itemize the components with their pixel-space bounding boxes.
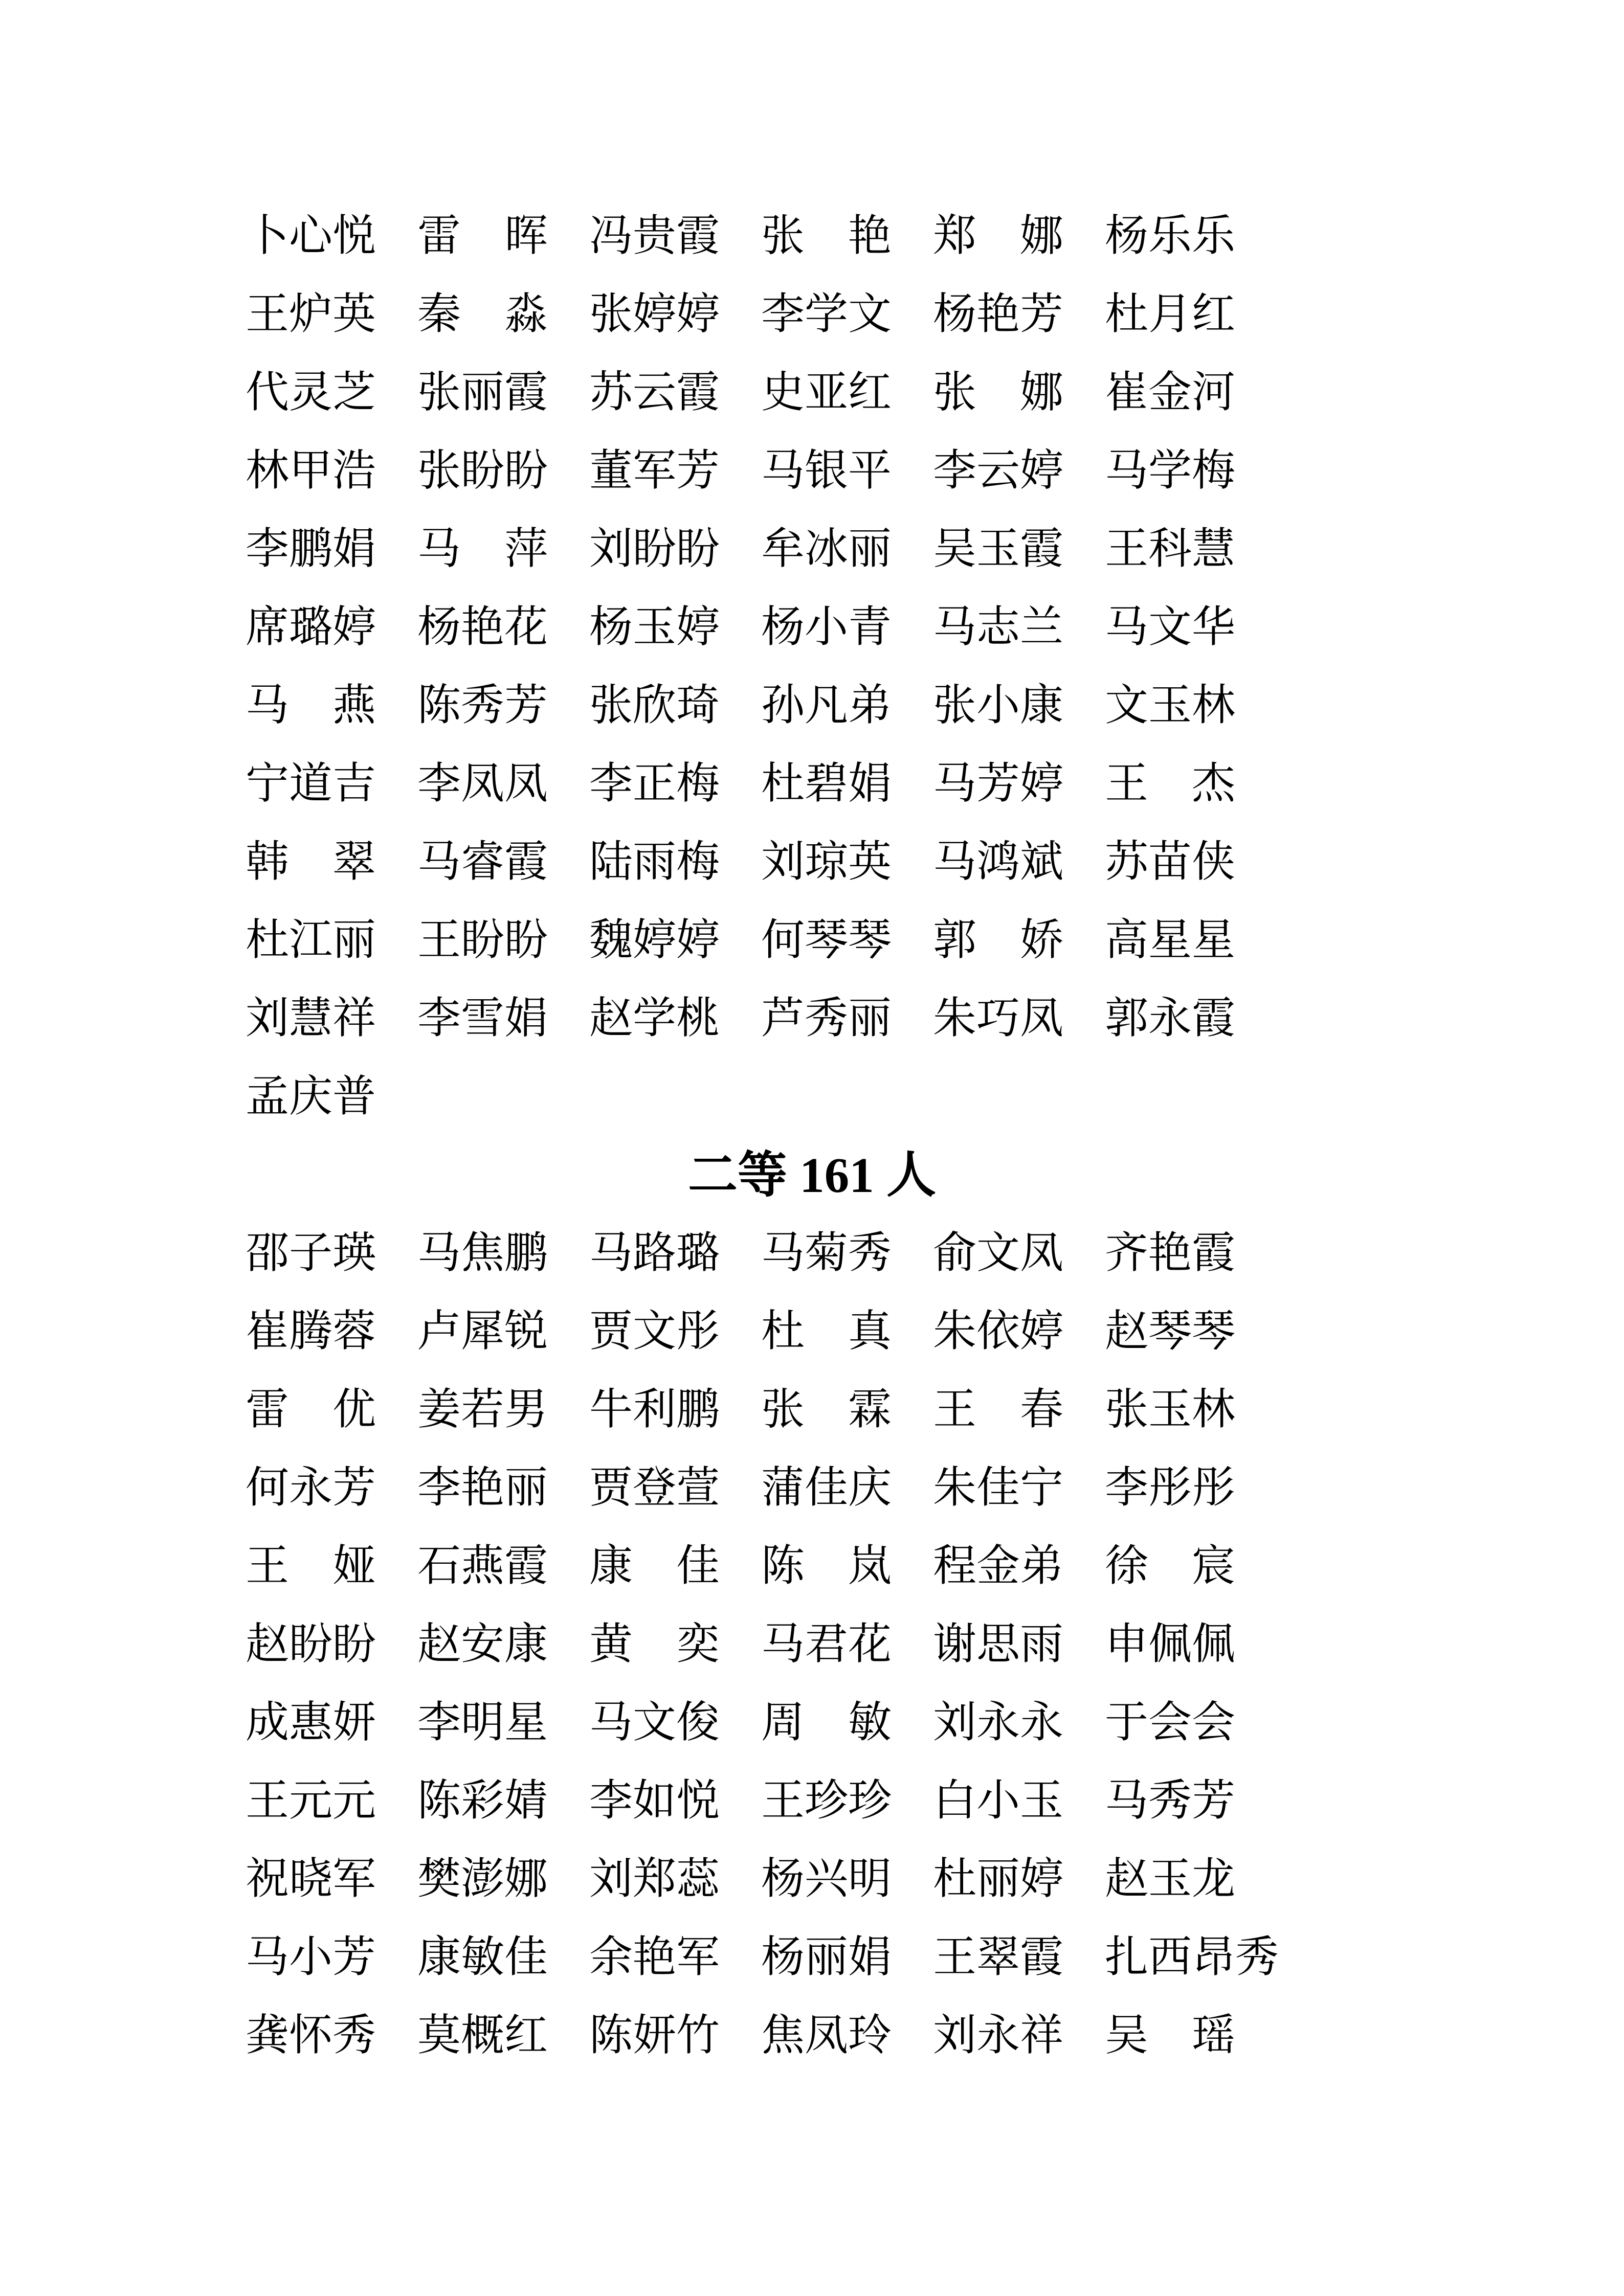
name-cell: 成惠妍 xyxy=(246,1699,376,1747)
name-cell: 白小玉 xyxy=(933,1777,1064,1825)
name-cell: 余艳军 xyxy=(589,1933,720,1982)
name-cell: 杜碧娟 xyxy=(761,760,892,808)
name-row xyxy=(0,823,1624,902)
name-cell: 陆雨梅 xyxy=(589,838,720,886)
name-cell: 苏苗侠 xyxy=(1105,838,1236,886)
name-row xyxy=(0,1058,1624,1136)
name-cell: 马秀芳 xyxy=(1105,1777,1236,1825)
name-cell: 何永芳 xyxy=(246,1464,376,1512)
name-cell: 马 燕 xyxy=(246,682,376,730)
name-cell: 卜心悦 xyxy=(246,212,376,260)
name-cell: 李艳丽 xyxy=(417,1464,548,1512)
name-row xyxy=(0,1449,1624,1527)
name-cell: 赵玉龙 xyxy=(1105,1855,1236,1903)
name-cell: 康 佳 xyxy=(589,1542,720,1590)
name-cell: 韩 翠 xyxy=(246,838,376,886)
name-cell: 龚怀秀 xyxy=(246,2012,376,2060)
name-cell: 朱佳宁 xyxy=(933,1464,1064,1512)
name-cell: 杜江丽 xyxy=(246,916,376,964)
name-cell: 魏婷婷 xyxy=(589,916,720,964)
name-cell: 杨玉婷 xyxy=(589,603,720,651)
name-cell: 马学梅 xyxy=(1105,447,1236,495)
name-cell: 王科慧 xyxy=(1105,525,1236,573)
name-cell: 李凤凤 xyxy=(417,760,548,808)
name-cell: 王 杰 xyxy=(1105,760,1236,808)
name-row xyxy=(0,589,1624,667)
name-cell: 高星星 xyxy=(1105,916,1236,964)
name-cell: 李如悦 xyxy=(589,1777,720,1825)
name-row xyxy=(0,1606,1624,1684)
name-cell: 杨乐乐 xyxy=(1105,212,1236,260)
name-cell: 马菊秀 xyxy=(761,1229,892,1277)
name-cell: 张婷婷 xyxy=(589,290,720,339)
name-cell: 马焦鹏 xyxy=(417,1229,548,1277)
name-row xyxy=(0,276,1624,354)
name-cell: 李正梅 xyxy=(589,760,720,808)
name-cell: 王盼盼 xyxy=(417,916,548,964)
name-row xyxy=(0,1371,1624,1449)
name-cell: 张欣琦 xyxy=(589,682,720,730)
name-cell: 刘永祥 xyxy=(933,2012,1064,2060)
name-cell: 孙凡弟 xyxy=(761,682,892,730)
name-cell: 牟冰丽 xyxy=(761,525,892,573)
name-cell: 林甲浩 xyxy=(246,447,376,495)
name-cell: 王珍珍 xyxy=(761,1777,892,1825)
name-cell: 陈彩婧 xyxy=(417,1777,548,1825)
name-cell: 扎西昂秀 xyxy=(1105,1933,1279,1982)
name-cell: 徐 宸 xyxy=(1105,1542,1236,1590)
name-cell: 刘琼英 xyxy=(761,838,892,886)
name-cell: 吴玉霞 xyxy=(933,525,1064,573)
name-cell: 杨丽娟 xyxy=(761,1933,892,1982)
name-cell: 刘盼盼 xyxy=(589,525,720,573)
name-cell: 王元元 xyxy=(246,1777,376,1825)
name-cell: 王 娅 xyxy=(246,1542,376,1590)
name-cell: 何琴琴 xyxy=(761,916,892,964)
name-cell: 郑 娜 xyxy=(933,212,1064,260)
name-cell: 朱巧凤 xyxy=(933,995,1064,1043)
name-row xyxy=(0,745,1624,823)
name-cell: 张 艳 xyxy=(761,212,892,260)
grade-two-name-list xyxy=(0,1214,1624,2075)
name-cell: 雷 晖 xyxy=(417,212,548,260)
name-cell: 张小康 xyxy=(933,682,1064,730)
name-cell: 代灵芝 xyxy=(246,369,376,417)
name-cell: 杨小青 xyxy=(761,603,892,651)
name-cell: 马睿霞 xyxy=(417,838,548,886)
name-cell: 杜 真 xyxy=(761,1308,892,1356)
name-cell: 芦秀丽 xyxy=(761,995,892,1043)
name-cell: 董军芳 xyxy=(589,447,720,495)
name-cell: 赵琴琴 xyxy=(1105,1308,1236,1356)
name-cell: 张丽霞 xyxy=(417,369,548,417)
name-row xyxy=(0,667,1624,745)
name-row xyxy=(0,432,1624,510)
name-cell: 姜若男 xyxy=(417,1386,548,1434)
name-row xyxy=(0,1293,1624,1371)
name-cell: 刘郑蕊 xyxy=(589,1855,720,1903)
name-cell: 李明星 xyxy=(417,1699,548,1747)
name-cell: 杨艳花 xyxy=(417,603,548,651)
name-cell: 周 敏 xyxy=(761,1699,892,1747)
name-cell: 莫概红 xyxy=(417,2012,548,2060)
name-cell: 崔腾蓉 xyxy=(246,1308,376,1356)
name-cell: 王炉英 xyxy=(246,290,376,339)
name-cell: 于会会 xyxy=(1105,1699,1236,1747)
name-cell: 陈秀芳 xyxy=(417,682,548,730)
name-cell: 蒲佳庆 xyxy=(761,1464,892,1512)
name-cell: 赵盼盼 xyxy=(246,1620,376,1669)
name-row xyxy=(0,1840,1624,1919)
name-cell: 俞文凤 xyxy=(933,1229,1064,1277)
name-cell: 康敏佳 xyxy=(417,1933,548,1982)
name-cell: 黄 奕 xyxy=(589,1620,720,1669)
grade-two-heading: 二等 161 人 xyxy=(688,1148,936,1203)
name-cell: 李彤彤 xyxy=(1105,1464,1236,1512)
name-cell: 史亚红 xyxy=(761,369,892,417)
name-cell: 赵安康 xyxy=(417,1620,548,1669)
name-cell: 陈妍竹 xyxy=(589,2012,720,2060)
name-cell: 祝晓军 xyxy=(246,1855,376,1903)
name-cell: 卢犀锐 xyxy=(417,1308,548,1356)
name-cell: 刘慧祥 xyxy=(246,995,376,1043)
name-cell: 雷 优 xyxy=(246,1386,376,1434)
name-cell: 杨艳芳 xyxy=(933,290,1064,339)
name-cell: 陈 岚 xyxy=(761,1542,892,1590)
name-cell: 邵子瑛 xyxy=(246,1229,376,1277)
name-cell: 马 萍 xyxy=(417,525,548,573)
name-cell: 李云婷 xyxy=(933,447,1064,495)
name-cell: 李学文 xyxy=(761,290,892,339)
name-cell: 席璐婷 xyxy=(246,603,376,651)
name-cell: 贾文彤 xyxy=(589,1308,720,1356)
name-cell: 马文华 xyxy=(1105,603,1236,651)
name-cell: 赵学桃 xyxy=(589,995,720,1043)
name-cell: 马文俊 xyxy=(589,1699,720,1747)
name-cell: 石燕霞 xyxy=(417,1542,548,1590)
name-cell: 马芳婷 xyxy=(933,760,1064,808)
name-cell: 崔金河 xyxy=(1105,369,1236,417)
name-cell: 郭 娇 xyxy=(933,916,1064,964)
name-cell: 郭永霞 xyxy=(1105,995,1236,1043)
name-cell: 宁道吉 xyxy=(246,760,376,808)
name-cell: 张玉林 xyxy=(1105,1386,1236,1434)
name-cell: 马小芳 xyxy=(246,1933,376,1982)
name-cell: 杜丽婷 xyxy=(933,1855,1064,1903)
name-cell: 马志兰 xyxy=(933,603,1064,651)
name-cell: 孟庆普 xyxy=(246,1073,376,1121)
name-row xyxy=(0,1527,1624,1606)
name-cell: 谢思雨 xyxy=(933,1620,1064,1669)
name-row xyxy=(0,1684,1624,1762)
name-row xyxy=(0,354,1624,432)
name-row xyxy=(0,1762,1624,1840)
name-cell: 马鸿斌 xyxy=(933,838,1064,886)
name-cell: 杨兴明 xyxy=(761,1855,892,1903)
name-row xyxy=(0,197,1624,276)
name-cell: 张 娜 xyxy=(933,369,1064,417)
name-row xyxy=(0,902,1624,980)
name-cell: 焦凤玲 xyxy=(761,2012,892,2060)
name-cell: 张盼盼 xyxy=(417,447,548,495)
name-cell: 贾登萱 xyxy=(589,1464,720,1512)
name-cell: 马路璐 xyxy=(589,1229,720,1277)
name-cell: 吴 瑶 xyxy=(1105,2012,1236,2060)
name-row xyxy=(0,980,1624,1058)
name-cell: 冯贵霞 xyxy=(589,212,720,260)
name-cell: 苏云霞 xyxy=(589,369,720,417)
name-cell: 文玉林 xyxy=(1105,682,1236,730)
name-row xyxy=(0,1214,1624,1293)
name-cell: 樊澎娜 xyxy=(417,1855,548,1903)
name-row xyxy=(0,510,1624,589)
name-cell: 牛利鹏 xyxy=(589,1386,720,1434)
name-cell: 马君花 xyxy=(761,1620,892,1669)
name-row xyxy=(0,1919,1624,1997)
name-cell: 马银平 xyxy=(761,447,892,495)
grade-one-name-list xyxy=(0,197,1624,1136)
name-cell: 李雪娟 xyxy=(417,995,548,1043)
name-cell: 王翠霞 xyxy=(933,1933,1064,1982)
name-cell: 秦 淼 xyxy=(417,290,548,339)
name-cell: 李鹏娟 xyxy=(246,525,376,573)
name-cell: 程金弟 xyxy=(933,1542,1064,1590)
name-row xyxy=(0,1997,1624,2075)
name-cell: 杜月红 xyxy=(1105,290,1236,339)
name-cell: 朱依婷 xyxy=(933,1308,1064,1356)
name-cell: 申佩佩 xyxy=(1105,1620,1236,1669)
name-cell: 王 春 xyxy=(933,1386,1064,1434)
name-cell: 刘永永 xyxy=(933,1699,1064,1747)
name-cell: 张 霖 xyxy=(761,1386,892,1434)
name-cell: 齐艳霞 xyxy=(1105,1229,1236,1277)
